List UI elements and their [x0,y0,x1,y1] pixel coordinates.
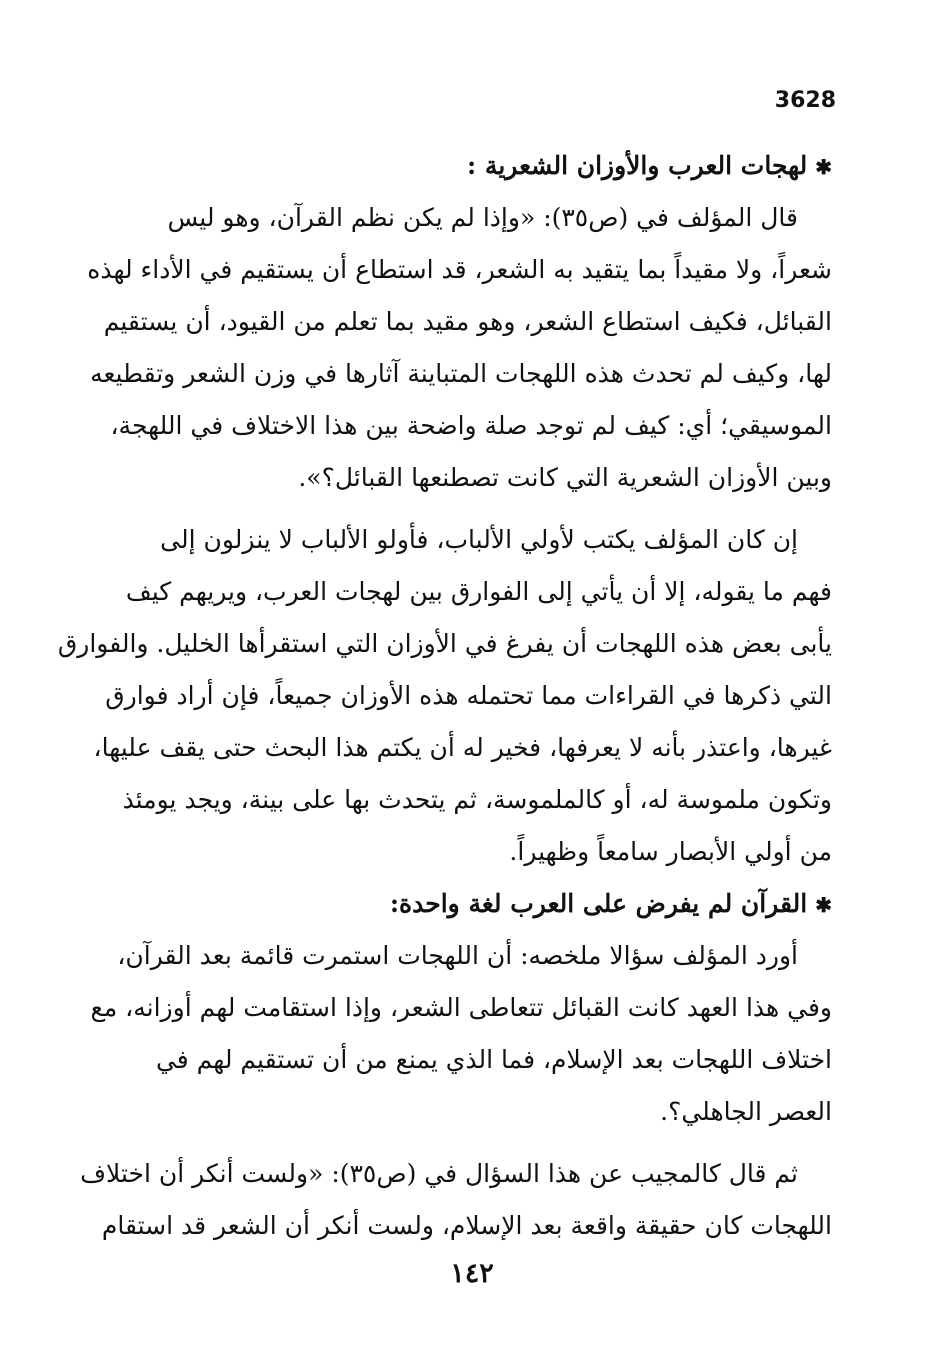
text-line: لها، وكيف لم تحدث هذه اللهجات المتباينة آثارها في وزن الشعر وتقطيعه [90,359,832,388]
page-number: ١٤٢ [450,1258,494,1289]
text-line: العصر الجاهلي؟. [660,1097,832,1126]
text-line: أورد المؤلف سؤالا ملخصه: أن اللهجات استمرت قائمة بعد القرآن، [117,941,798,970]
text-line: الموسيقي؛ أي: كيف لم توجد صلة واضحة بين هذا الاختلاف في اللهجة، [110,411,832,440]
text-line: وتكون ملموسة له، أو كالملموسة، ثم يتحدث بها على بينة، ويجد يومئذ [122,785,832,814]
text-line: وبين الأوزان الشعرية التي كانت تصطنعها القبائل؟». [298,463,832,492]
document-body [57,140,832,1252]
text-line: قال المؤلف في (ص٣٥): «وإذا لم يكن نظم القرآن، وهو ليس [167,203,798,232]
text-line: ثم قال كالمجيب عن هذا السؤال في (ص٣٥): «ولست أنكر أن اختلاف [80,1159,798,1188]
text-line: القبائل، فكيف استطاع الشعر، وهو مقيد بما تعلم من القيود، أن يستقيم [103,307,832,336]
text-line: وفي هذا العهد كانت القبائل تتعاطى الشعر، وإذا استقامت لهم أوزانه، مع [90,993,832,1022]
asterisk-bullet-icon: ✱ [815,155,832,179]
text-line: التي ذكرها في القراءات مما تحتمله هذه الأوزان جميعاً، فإن أراد فوارق [105,681,832,710]
section-heading-text: القرآن لم يفرض على العرب لغة واحدة: [389,889,808,918]
paragraph [90,930,832,1138]
text-line: فهم ما يقوله، إلا أن يأتي إلى الفوارق بين لهجات العرب، ويريهم كيف [125,577,832,606]
text-line: اللهجات كان حقيقة واقعة بعد الإسلام، ولست أنكر أن الشعر قد استقام [101,1211,832,1240]
paragraph [57,514,832,878]
text-line: غيرها، واعتذر بأنه لا يعرفها، فخير له أن يكتم هذا البحث حتى يقف عليها، [93,733,832,762]
text-line: شعراً، ولا مقيداً بما يتقيد به الشعر، قد استطاع أن يستقيم في الأداء لهذه [87,255,832,284]
paragraph [80,1148,832,1252]
page-id-number: 3628 [774,88,836,113]
text-line: من أولي الأبصار سامعاً وظهيراً. [509,837,832,866]
paragraph [87,192,832,504]
section-heading-text: لهجات العرب والأوزان الشعرية : [467,151,808,180]
text-line: يأبى بعض هذه اللهجات أن يفرغ في الأوزان التي استقرأها الخليل. والفوارق [57,629,832,658]
asterisk-bullet-icon: ✱ [815,893,832,917]
section-heading [112,878,832,930]
text-line: اختلاف اللهجات بعد الإسلام، فما الذي يمنع من أن تستقيم لهم في [155,1045,832,1074]
text-line: إن كان المؤلف يكتب لأولي الألباب، فأولو الألباب لا ينزلون إلى [160,525,798,554]
section-heading [112,140,832,192]
